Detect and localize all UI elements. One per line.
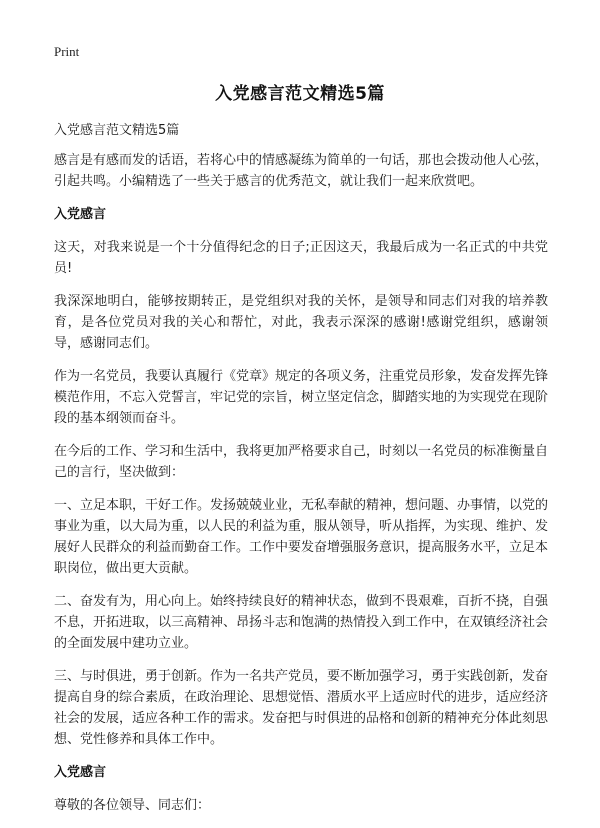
- document-body: [54, 120, 548, 828]
- paragraph: 尊敬的各位领导、同志们：: [54, 798, 211, 813]
- paragraph: 这天，对我来说是一个十分值得纪念的日子;正因这天，我最后成为一名正式的中共党员!: [54, 240, 548, 276]
- print-link[interactable]: Print: [54, 44, 80, 59]
- paragraph: 二、奋发有为，用心向上。始终持续良好的精神状态，做到不畏艰难，百折不挠，自强不息，开拓进取，以三高精神、昂扬斗志和饱满的热情投入到工作中，在双镇经济社会的全面发展中建功立业。: [54, 594, 549, 651]
- intro-paragraph: 感言是有感而发的话语，若将心中的情感凝练为简单的一句话，那也会拨动他人心弦，引起共鸣。小编精选了一些关于感言的优秀范文，就让我们一起来欣赏吧。: [54, 153, 549, 189]
- paragraph: 我深深地明白，能够按期转正，是党组织对我的关怀，是领导和同志们对我的培养教育，是各位党员对我的关心和帮忙，对此，我表示深深的感谢!感谢党组织，感谢领导，感谢同志们。: [54, 294, 548, 351]
- section-heading: 入党感言: [54, 765, 107, 780]
- paragraph: 三、与时俱进，勇于创新。作为一名共产党员，要不断加强学习，勇于实践创新，发奋提高自身的综合素质，在政治理论、思想觉悟、潜质水平上适应时代的进步，适应经济社会的发展，适应各种工作的需求。发奋把与时俱进的品格和创新的精神充分体此刻思想、党性修养和具体工作中。: [54, 669, 549, 747]
- paragraph: 作为一名党员，我要认真履行《党章》规定的各项义务，注重党员形象，发奋发挥先锋模范作用，不忘入党誓言，牢记党的宗旨，树立坚定信念，脚踏实地的为实现党在现阶段的基本纲领而奋斗。: [54, 369, 549, 426]
- page-title: 入党感言范文精选5篇: [215, 84, 385, 104]
- paragraph: 一、立足本职，干好工作。发扬兢兢业业，无私奉献的精神，想问题、办事情，以党的事业为重，以大局为重，以人民的利益为重，服从领导，听从指挥，为实现、维护、发展好人民群众的利益而勤奋工作。工作中要发奋增强服务意识，提高服务水平，立足本职岗位，做出更大贡献。: [54, 498, 549, 576]
- document-subtitle: 入党感言范文精选5篇: [54, 123, 180, 138]
- section-heading: 入党感言: [54, 207, 107, 222]
- paragraph: 在今后的工作、学习和生活中，我将更加严格要求自己，时刻以一名党员的标准衡量自己的言行，坚决做到：: [54, 444, 549, 480]
